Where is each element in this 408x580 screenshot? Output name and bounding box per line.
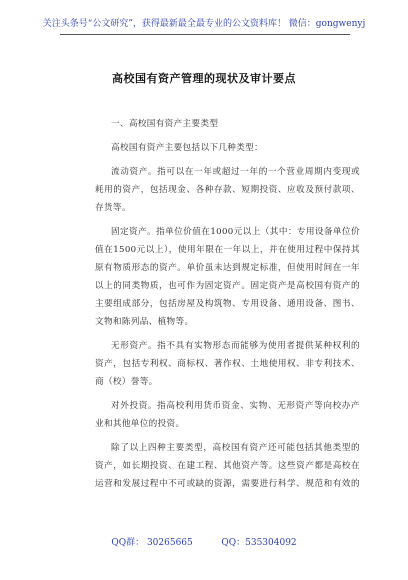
paragraph-line: 耗用的资产，包括现金、各种存款、短期投资、应收及预付款项、	[95, 185, 360, 195]
footer-qq-contact: QQ群： 30265665 QQ：535304092	[111, 538, 297, 548]
paragraph-line: 值在1500元以上），使用年限在一年以上，并在使用过程中保持其	[95, 245, 360, 255]
paragraph-line: 文物和陈列品、植物等。	[95, 317, 194, 327]
paragraph-line: 商（校）誉等。	[95, 377, 158, 387]
paragraph-line: 无形资产。指不具有实物形态而能够为使用者提供某种权利的	[111, 341, 360, 351]
paragraph-line: 资产，如长期投资、在建工程、其他资产等。这些资产都是高校在	[95, 461, 360, 471]
paragraph-line: 以上的同类物质，也可作为固定资产。固定资产是高校国有资产的	[95, 281, 360, 291]
paragraph-line: 高校国有资产主要包括以下几种类型：	[111, 143, 264, 153]
paragraph-line: 资产，包括专利权、商标权、著作权、土地使用权、非专利技术、	[95, 359, 360, 369]
paragraph-line: 运营和发展过程中不可或缺的资源，需要进行科学、规范和有效的	[95, 479, 360, 489]
header-promo-note: 关注头条号“公文研究”，获得最新最全最专业的公文资料库！ 微信：gongwenyj	[42, 19, 366, 29]
paragraph-line: 原有物质形态的资产。单价虽未达到规定标准，但使用时间在一年	[95, 263, 360, 273]
paragraph-line: 存货等。	[95, 203, 131, 213]
paragraph-line: 业和其他单位的投资。	[95, 419, 185, 429]
section-heading: 一、高校国有资产主要类型	[111, 119, 219, 129]
paragraph-line: 主要组成部分，包括房屋及构筑物、专用设备、通用设备、图书、	[95, 299, 360, 309]
paragraph-line: 对外投资。指高校利用货币资金、实物、无形资产等向校办产	[111, 401, 360, 411]
header-divider	[60, 34, 350, 35]
paragraph-line: 除了以上四种主要类型，高校国有资产还可能包括其他类型的	[111, 443, 360, 453]
paragraph-line: 流动资产。指可以在一年或超过一年的一个营业周期内变现或	[111, 167, 360, 177]
document-title: 高校国有资产管理的现状及审计要点	[112, 72, 296, 85]
paragraph-line: 固定资产。指单位价值在1000元以上（其中：专用设备单位价	[111, 227, 360, 237]
